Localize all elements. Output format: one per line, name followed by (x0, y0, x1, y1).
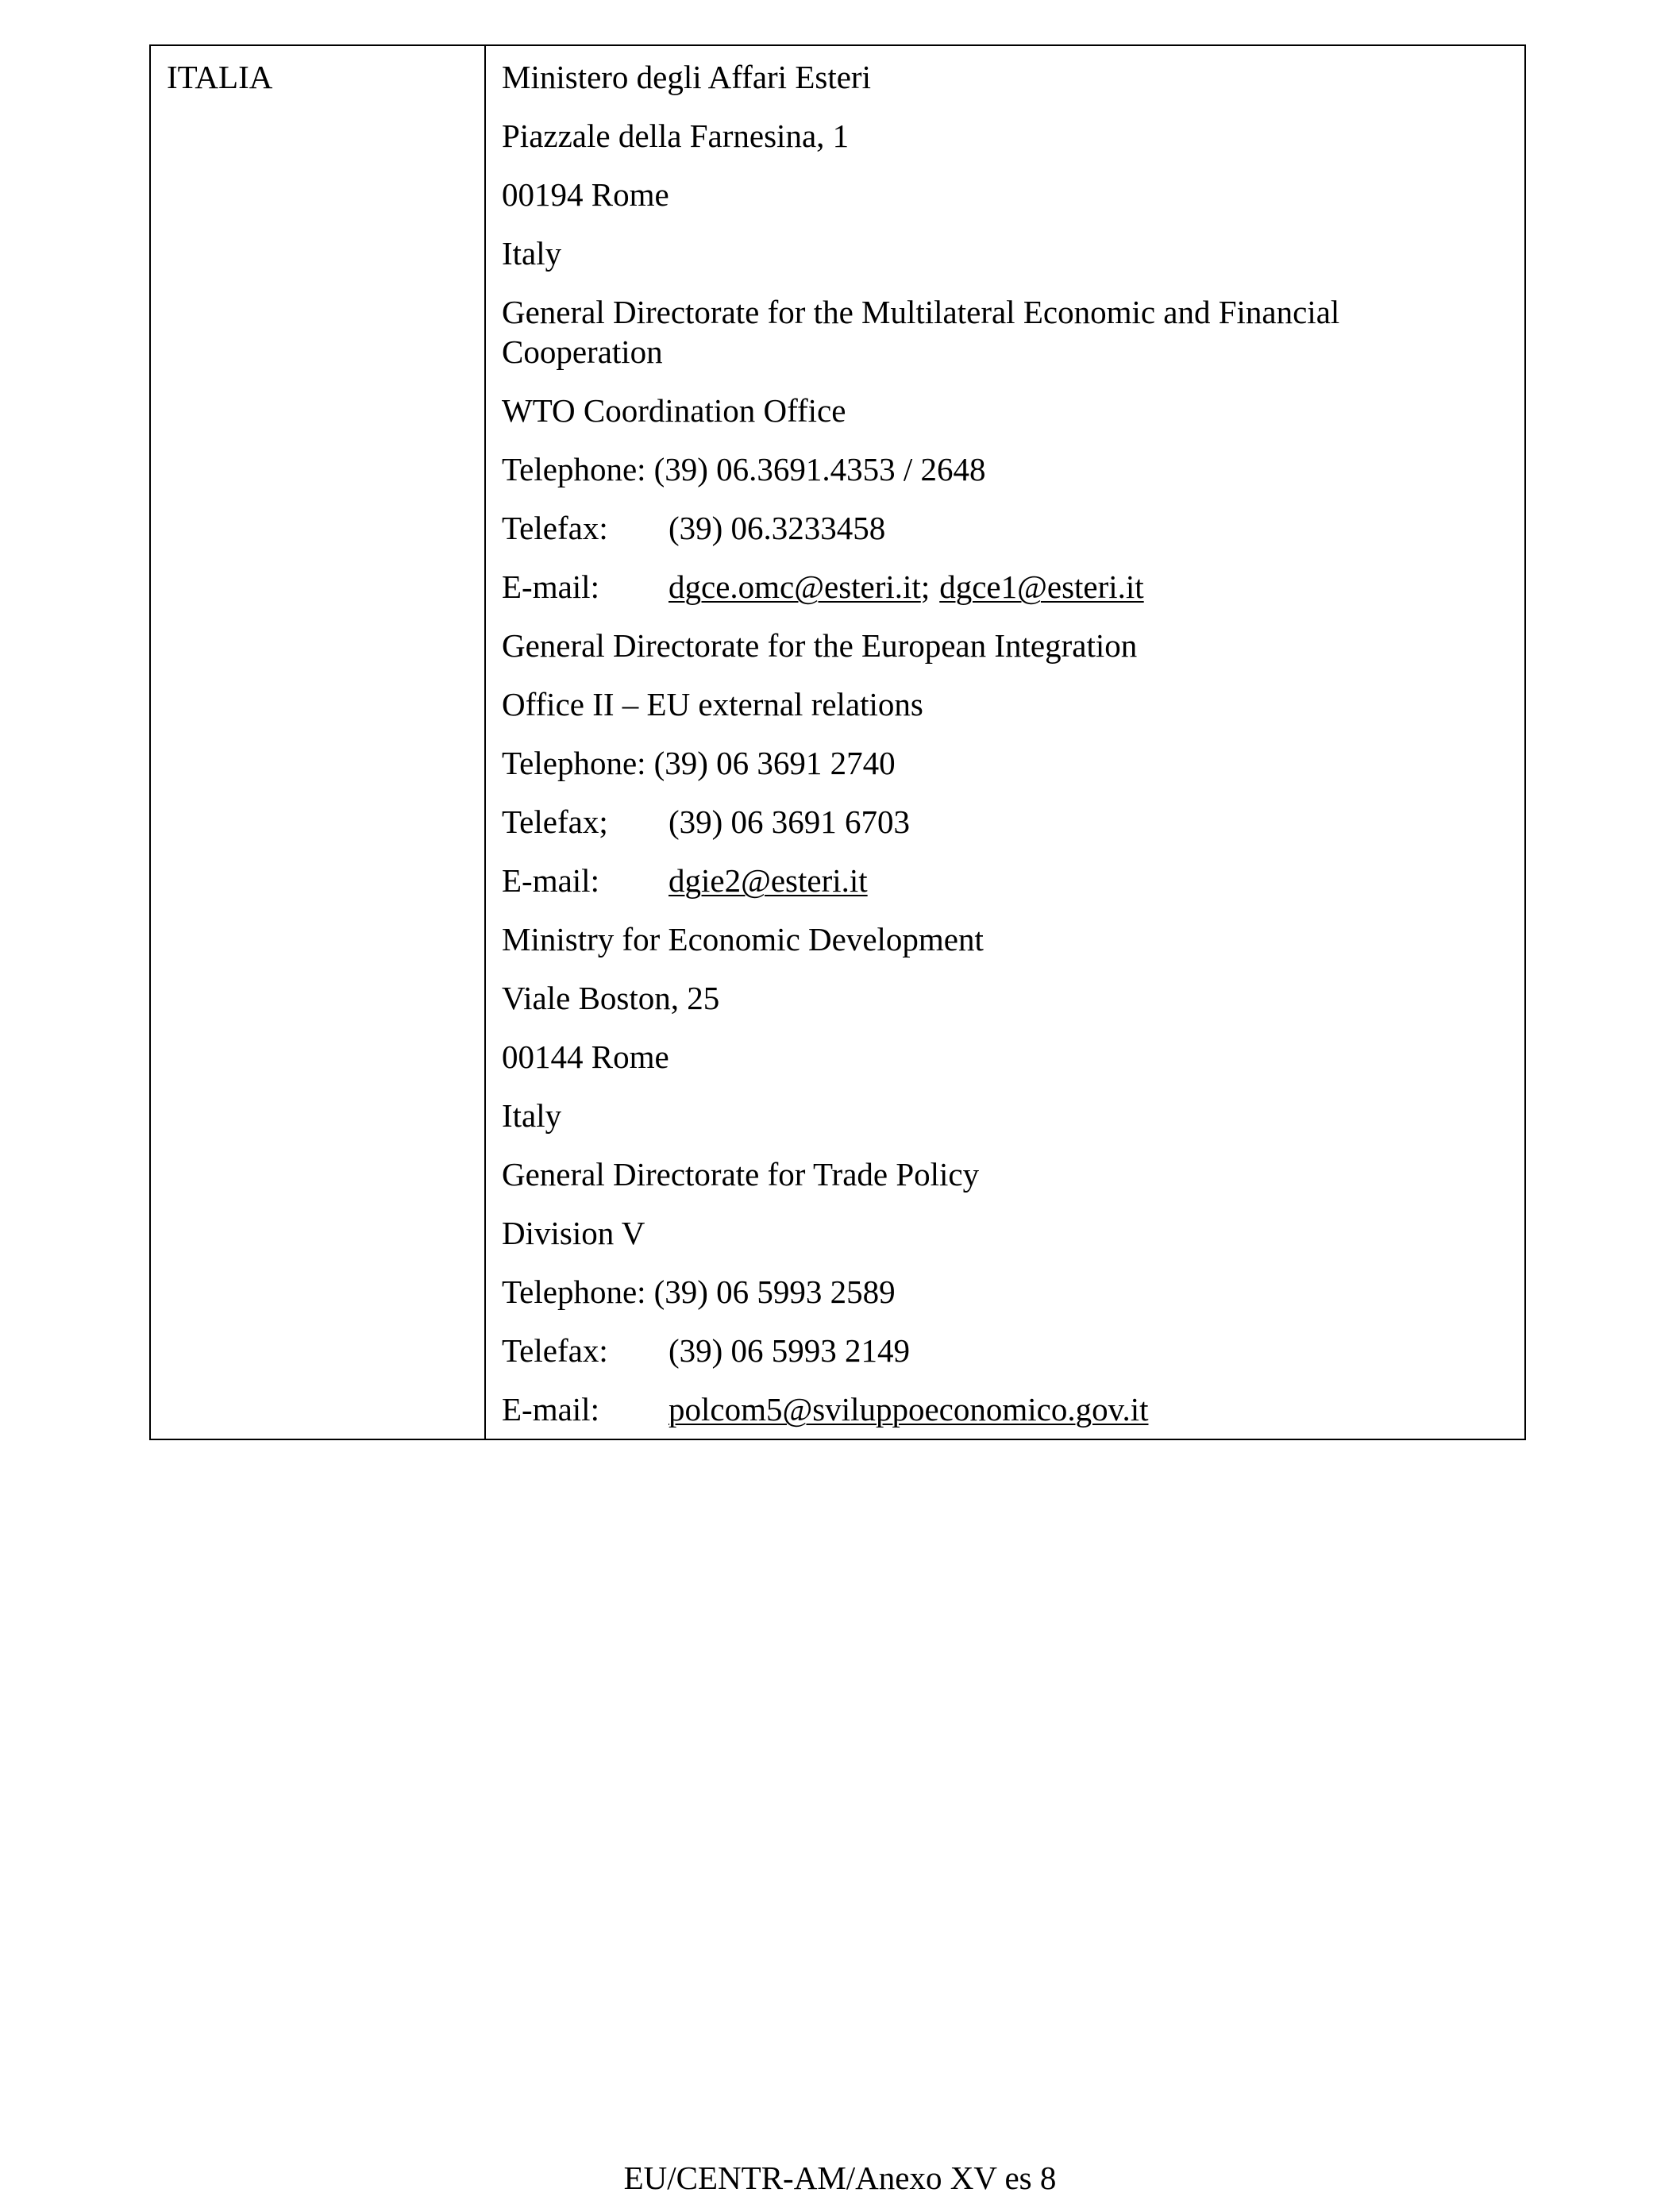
table-row (150, 45, 1525, 1439)
contact-details-list (486, 46, 1524, 1439)
directorate-name: General Directorate for Trade Policy (502, 1156, 980, 1193)
telefax-label: Telefax: (502, 1332, 608, 1369)
address-city: 00194 Rome (502, 176, 669, 213)
email-separator: ; (920, 568, 931, 605)
email-line (502, 1389, 1493, 1429)
telephone-line (502, 1272, 1493, 1312)
email-link[interactable]: polcom5@sviluppoeconomico.gov.it (669, 1391, 1149, 1428)
telephone-number: (39) 06 3691 2740 (653, 745, 896, 781)
country-cell (150, 45, 485, 1439)
telefax-line (502, 1331, 1493, 1370)
email-label: E-mail: (502, 862, 599, 899)
telefax-line (502, 508, 1493, 548)
email-label: E-mail: (502, 568, 599, 605)
address-country: Italy (502, 235, 562, 272)
address-street: Viale Boston, 25 (502, 980, 720, 1016)
contact-details-cell (485, 45, 1525, 1439)
telefax-number: (39) 06 5993 2149 (669, 1332, 911, 1369)
page-footer-reference: EU/CENTR-AM/Anexo XV es 8 (623, 2160, 1057, 2196)
email-link[interactable]: dgce.omc@esteri.it (669, 568, 921, 605)
address-country: Italy (502, 1097, 562, 1134)
telephone-line (502, 449, 1493, 489)
email-link[interactable]: dgce1@esteri.it (939, 568, 1144, 605)
contact-points-table (149, 44, 1526, 1440)
email-line (502, 861, 1493, 900)
ministry-name: Ministero degli Affari Esteri (502, 59, 871, 95)
telefax-label: Telefax: (502, 510, 608, 546)
email-label: E-mail: (502, 1391, 599, 1428)
ministry-name: Ministry for Economic Development (502, 921, 984, 958)
telephone-label: Telephone: (502, 745, 646, 781)
telefax-number: (39) 06.3233458 (669, 510, 886, 546)
address-street: Piazzale della Farnesina, 1 (502, 118, 850, 154)
office-name: Office II – EU external relations (502, 686, 923, 722)
office-name: Division V (502, 1215, 645, 1251)
telephone-label: Telephone: (502, 451, 646, 487)
office-name: WTO Coordination Office (502, 392, 846, 429)
telephone-number: (39) 06.3691.4353 / 2648 (653, 451, 986, 487)
telephone-line (502, 743, 1493, 783)
address-city: 00144 Rome (502, 1038, 669, 1075)
telephone-number: (39) 06 5993 2589 (653, 1273, 896, 1310)
country-name: ITALIA (167, 59, 273, 95)
telephone-label: Telephone: (502, 1273, 646, 1310)
directorate-name: General Directorate for the European Integration (502, 627, 1138, 664)
email-link[interactable]: dgie2@esteri.it (669, 862, 868, 899)
telefax-line (502, 802, 1493, 842)
directorate-name: General Directorate for the Multilateral Economic and Financial Cooperation (502, 294, 1340, 370)
telefax-number: (39) 06 3691 6703 (669, 803, 911, 840)
telefax-label: Telefax; (502, 803, 608, 840)
email-line (502, 567, 1493, 607)
